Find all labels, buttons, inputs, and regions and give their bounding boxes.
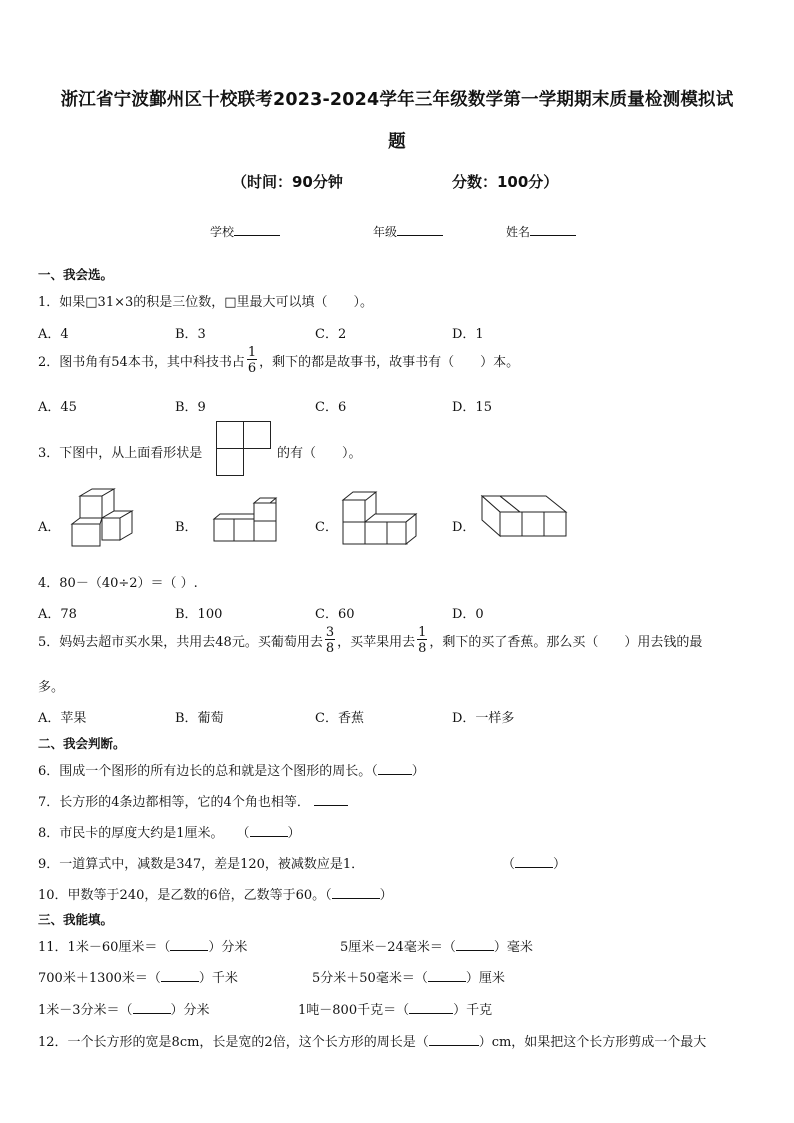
question-9: 9．一道算式中，减数是347，差是120，被减数应是1． <box>38 857 365 872</box>
q3-option-d[interactable]: D． <box>452 520 476 535</box>
question-5: 5．妈妈去超市买水果，共用去48元。买葡萄用去 $\frac{3}{8}$ ，买苹果用去 $\frac{1}{8}$ ，剩下的买了香蕉。那么买（ ）用去钱的最 <box>38 625 703 656</box>
q3-option-a[interactable]: A． <box>38 520 61 535</box>
q1-option-b[interactable]: B．3 <box>175 327 206 342</box>
q3-option-b[interactable]: B． <box>175 520 198 535</box>
answer-blank[interactable] <box>170 938 208 951</box>
section-heading-choice: 一、我会选。 <box>38 267 114 282</box>
question-8: 8．市民卡的厚度大约是1厘米。 （ ） <box>38 826 301 841</box>
question-5-continued: 多。 <box>38 680 65 695</box>
answer-blank[interactable] <box>314 793 348 806</box>
answer-blank[interactable] <box>161 969 199 982</box>
question-3-text: 3．下图中，从上面看形状是 <box>38 446 203 461</box>
fraction: $\frac{3}{8}$ <box>325 625 335 656</box>
answer-blank[interactable] <box>409 1001 453 1014</box>
question-2: 2．图书角有54本书，其中科技书占 $\frac{1}{6}$ ，剩下的都是故事书，故事书有（ ）本。 <box>38 345 520 376</box>
q2-option-c[interactable]: C．6 <box>315 400 347 415</box>
page-title-continued: 题 <box>388 132 406 152</box>
q4-option-b[interactable]: B．100 <box>175 607 223 622</box>
q3-figure-c <box>340 490 420 548</box>
answer-blank[interactable] <box>515 855 553 868</box>
q5-option-a[interactable]: A．苹果 <box>38 711 87 726</box>
q3-figure-a <box>70 489 140 551</box>
answer-blank[interactable] <box>429 1033 479 1046</box>
question-7: 7．长方形的4条边都相等，它的4个角也相等． <box>38 791 348 810</box>
q1-option-d[interactable]: D．1 <box>452 327 484 342</box>
question-11c: 700米＋1300米＝（ ）千米 <box>38 971 238 986</box>
question-11b: 5厘米－24毫米＝（ ）毫米 <box>340 940 533 955</box>
q5-option-c[interactable]: C．香蕉 <box>315 711 364 726</box>
question-11a: 11．1米－60厘米＝（ ）分米 <box>38 940 248 955</box>
question-12: 12．一个长方形的宽是8cm，长是宽的2倍，这个长方形的周长是（ ）cm，如果把这个长方形剪成一个最大 <box>38 1035 707 1050</box>
answer-blank[interactable] <box>250 824 288 837</box>
section-heading-fill: 三、我能填。 <box>38 912 114 927</box>
exam-score: 分数：100分） <box>452 173 559 191</box>
question-1: 1．如果□31×3的积是三位数，□里最大可以填（ ）。 <box>38 295 374 310</box>
q4-option-a[interactable]: A．78 <box>38 607 77 622</box>
section-heading-judge: 二、我会判断。 <box>38 736 126 751</box>
fraction: $\frac{1}{8}$ <box>418 625 427 656</box>
answer-blank[interactable] <box>378 762 412 775</box>
q2-option-a[interactable]: A．45 <box>38 400 77 415</box>
q2-option-b[interactable]: B．9 <box>175 400 206 415</box>
answer-blank[interactable] <box>456 938 494 951</box>
q5-option-b[interactable]: B．葡萄 <box>175 711 224 726</box>
question-6: 6．围成一个图形的所有边长的总和就是这个图形的周长。（ ） <box>38 764 425 779</box>
q1-option-a[interactable]: A．4 <box>38 327 69 342</box>
q5-option-d[interactable]: D．一样多 <box>452 711 515 726</box>
question-11d: 5分米＋50毫米＝（ ）厘米 <box>312 971 505 986</box>
q2-option-d[interactable]: D．15 <box>452 400 492 415</box>
name-field[interactable]: 姓名 <box>506 223 576 240</box>
q4-option-d[interactable]: D．0 <box>452 607 484 622</box>
fraction: $\frac{1}{6}$ <box>247 345 257 376</box>
answer-blank[interactable] <box>133 1001 171 1014</box>
question-10: 10．甲数等于240，是乙数的6倍，乙数等于60。（ ） <box>38 888 393 903</box>
school-field[interactable]: 学校 <box>210 223 280 240</box>
exam-time: （时间：90分钟 <box>232 173 343 191</box>
question-3-text-end: 的有（ ）。 <box>277 446 362 461</box>
question-9-answer: （ ） <box>502 857 567 872</box>
question-11e: 1米－3分米＝（ ）分米 <box>38 1003 210 1018</box>
question-4: 4．80－（40÷2）＝（ ）. <box>38 576 198 591</box>
page-title: 浙江省宁波鄞州区十校联考2023-2024学年三年级数学第一学期期末质量检测模拟试 <box>60 90 734 110</box>
q1-option-c[interactable]: C．2 <box>315 327 347 342</box>
grade-field[interactable]: 年级 <box>373 223 443 240</box>
q3-option-c[interactable]: C． <box>315 520 338 535</box>
q3-figure-d <box>480 492 570 544</box>
q3-figure-b <box>214 497 280 545</box>
answer-blank[interactable] <box>332 886 380 899</box>
answer-blank[interactable] <box>428 969 466 982</box>
q4-option-c[interactable]: C．60 <box>315 607 355 622</box>
top-view-shape-figure <box>216 421 274 481</box>
question-11f: 1吨－800千克＝（ ）千克 <box>298 1003 493 1018</box>
